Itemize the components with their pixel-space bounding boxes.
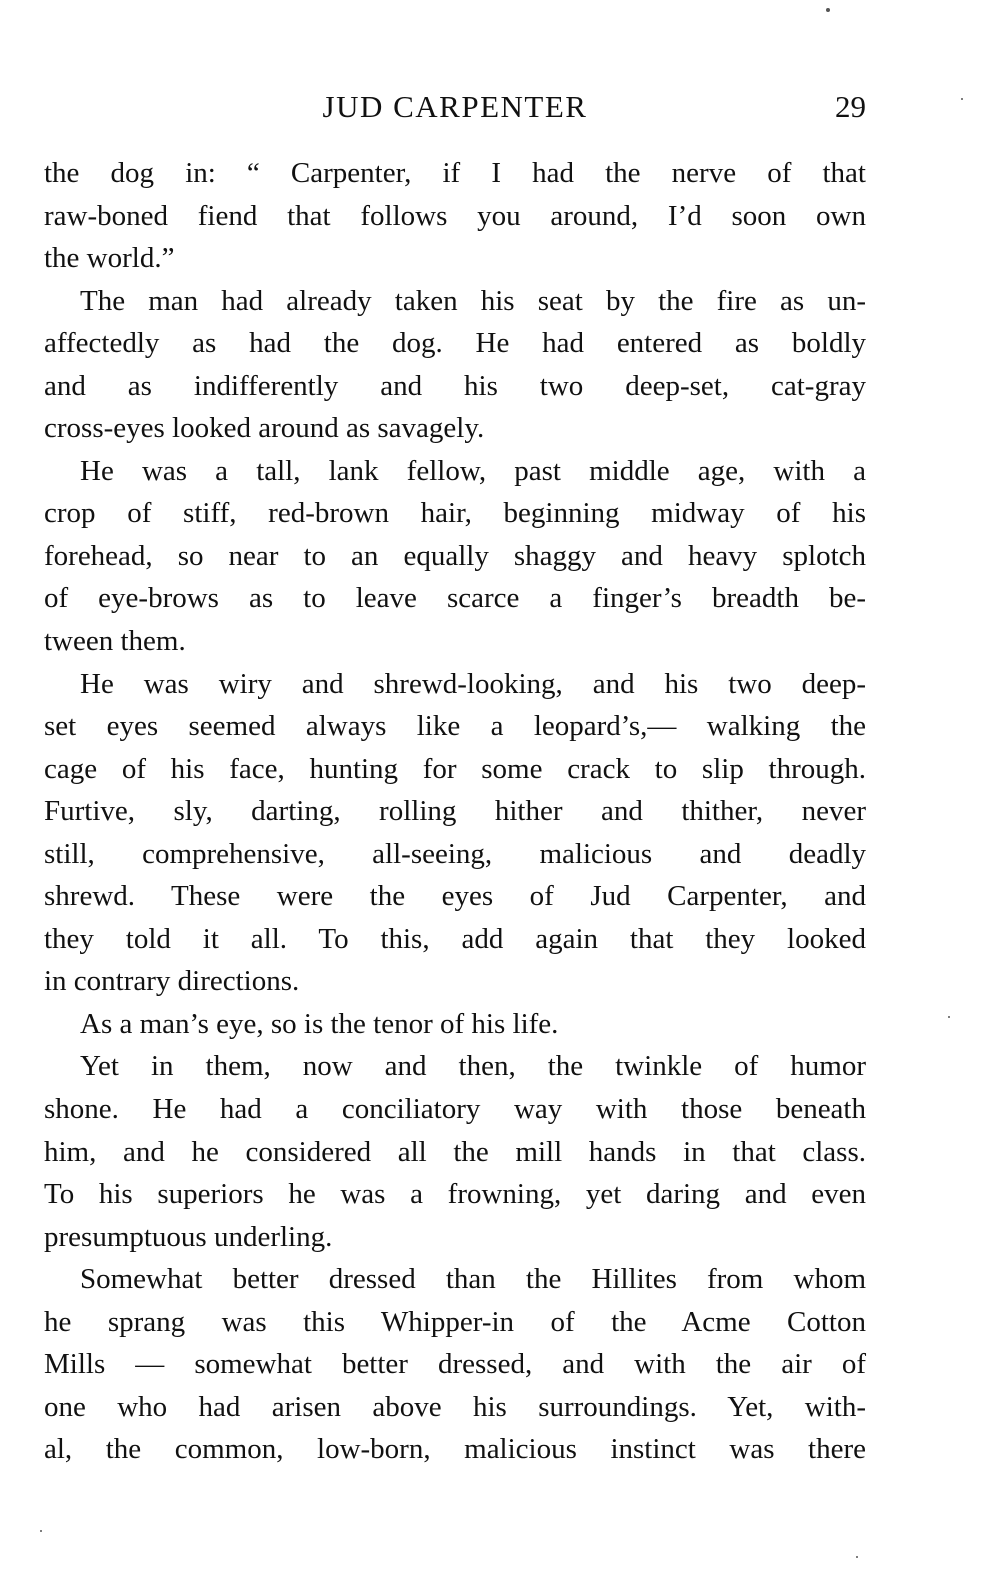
running-title: JUD CARPENTER xyxy=(322,89,588,124)
text-line: shone. He had a conciliatory way with those beneath xyxy=(44,1093,866,1126)
scan-speck xyxy=(961,98,963,100)
text-line: He was a tall, lank fellow, past middle age, with a xyxy=(80,454,866,487)
scan-speck xyxy=(948,1016,950,1018)
text-line: he sprang was this Whipper-in of the Acme Cotton xyxy=(44,1305,866,1338)
text-line: To his superiors he was a frowning, yet daring and even xyxy=(44,1178,866,1211)
text-line: cross-eyes looked around as savagely. xyxy=(44,412,485,445)
page-number: 29 xyxy=(835,89,866,124)
text-line: The man had already taken his seat by the fire as un- xyxy=(80,284,866,317)
scan-speck xyxy=(826,8,830,12)
text-line: one who had arisen above his surroundings. Yet, with- xyxy=(44,1390,866,1423)
text-line: the dog in: “ Carpenter, if I had the nerve of that xyxy=(44,157,866,189)
text-line: him, and he considered all the mill hands in that class. xyxy=(44,1135,866,1168)
text-line: tween them. xyxy=(44,625,186,658)
text-line: still, comprehensive, all-seeing, malicious and deadly xyxy=(44,837,866,870)
text-line: Mills — somewhat better dressed, and with the air of xyxy=(44,1348,866,1381)
text-line: crop of stiff, red-brown hair, beginning midway of his xyxy=(44,497,866,530)
text-line: set eyes seemed always like a leopard’s,— walking the xyxy=(44,710,866,743)
text-line: cage of his face, hunting for some crack to slip through. xyxy=(44,752,866,785)
text-line: forehead, so near to an equally shaggy and heavy splotch xyxy=(44,539,866,572)
text-line: al, the common, low-born, malicious instinct was there xyxy=(44,1433,866,1466)
text-line: raw-boned fiend that follows you around, I’d soon own xyxy=(44,199,866,232)
text-line: Yet in them, now and then, the twinkle of humor xyxy=(80,1050,866,1083)
text-line: in contrary directions. xyxy=(44,965,300,998)
text-line: shrewd. These were the eyes of Jud Carpenter, and xyxy=(44,880,866,913)
text-line: the world.” xyxy=(44,242,175,275)
running-head xyxy=(44,82,866,132)
scan-speck xyxy=(40,1530,42,1532)
text-line: of eye-brows as to leave scarce a finger’s breadth be- xyxy=(44,582,866,615)
scan-speck xyxy=(856,1556,858,1558)
text-line: Somewhat better dressed than the Hillites from whom xyxy=(80,1263,866,1296)
text-line: As a man’s eye, so is the tenor of his life. xyxy=(80,1007,559,1040)
text-line: Furtive, sly, darting, rolling hither and thither, never xyxy=(44,795,866,828)
text-line: and as indifferently and his two deep-set, cat-gray xyxy=(44,369,866,402)
text-line: they told it all. To this, add again that they looked xyxy=(44,922,866,955)
text-line: He was wiry and shrewd-looking, and his two deep- xyxy=(80,667,866,700)
body-text xyxy=(44,152,866,1471)
text-line: affectedly as had the dog. He had entered as boldly xyxy=(44,327,866,360)
text-line: presumptuous underling. xyxy=(44,1220,333,1253)
